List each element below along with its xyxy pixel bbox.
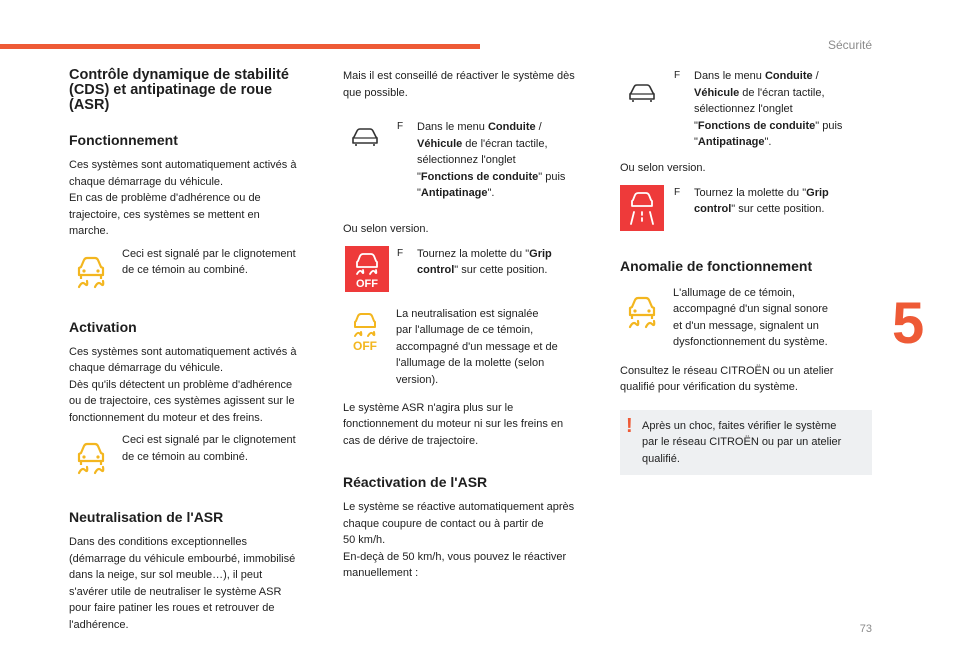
bullet-marker: F: [397, 121, 404, 132]
esp-off-button-icon: [345, 246, 389, 292]
esp-off-lamp-icon: [343, 306, 387, 356]
lamp-note-1-text: Ceci est signalé par le clignotement de ce témoin au combiné.: [122, 247, 296, 276]
step-menu-text: Dans le menu Conduite / Véhicule de l'écran tactile, sélectionnez l'onglet "Fonctions de conduite" puis "Antipatinage".: [417, 121, 566, 199]
column-1: [69, 64, 321, 633]
activation-text: Ces systèmes sont automatiquement activés à chaque démarrage du véhicule. Dès qu'ils détectent un problème d'adhérence ou de trajectoire, ces systèmes agissent sur le fonctionnement du moteur et des freins.: [69, 345, 297, 424]
bullet-marker: F: [674, 70, 681, 81]
warning-box: [620, 410, 872, 476]
step-menu-text: Dans le menu Conduite / Véhicule de l'écran tactile, sélectionnez l'onglet "Fonctions de conduite" puis "Antipatinage".: [694, 70, 843, 148]
bullet-marker: F: [397, 247, 404, 259]
reactivation-text: Le système se réactive automatiquement après chaque coupure de contact ou à partir de 50 km/h. En-deçà de 50 km/h, vous pouvez le réactiver manuellement :: [343, 501, 575, 579]
step-menu-conduite: [343, 119, 598, 203]
step-grip-text: Tournez la molette du "Grip control" sur cette position.: [417, 247, 552, 276]
off-label: OFF: [353, 338, 377, 353]
lamp-note-2: [69, 432, 321, 480]
column-2: [343, 64, 598, 582]
lamp-note-2-text: Ceci est signalé par le clignotement de ce témoin au combiné.: [122, 434, 296, 463]
anomalie-lamp-note: [620, 285, 875, 351]
fonctionnement-text: Ces systèmes sont automatiquement activés à chaque démarrage du véhicule. En cas de problème d'adhérence ou de trajectoire, ces systèmes se mettent en marche.: [69, 159, 297, 237]
esp-warning-lamp-icon: [69, 246, 113, 294]
step-grip-text: Tournez la molette du "Grip control" sur cette position.: [694, 186, 829, 215]
chapter-number: 5: [892, 291, 925, 356]
step-grip-control: [343, 246, 598, 298]
column-3: [620, 64, 875, 475]
esp-warning-lamp-icon: [69, 432, 113, 480]
or-version-text: Ou selon version.: [343, 223, 429, 235]
traction-button-icon: [620, 185, 664, 231]
off-label: OFF: [356, 277, 378, 289]
or-version-text: Ou selon version.: [620, 162, 706, 174]
reactivate-advice: Mais il est conseillé de réactiver le système dès que possible.: [343, 70, 575, 99]
heading-reactivation: Réactivation de l'ASR: [343, 474, 488, 490]
warning-text: Après un choc, faites vérifier le système par le réseau CITROËN ou par un atelier qualifié.: [642, 419, 842, 465]
page-number: 73: [859, 623, 872, 635]
heading-anomalie: Anomalie de fonctionnement: [620, 257, 813, 274]
step-grip-control: [620, 185, 875, 237]
header-accent-bar: [0, 44, 480, 49]
asr-disabled-text: Le système ASR n'agira plus sur le fonctionnement du moteur ni sur les freins en cas de dérive de trajectoire.: [343, 401, 564, 447]
neutralisation-text: Dans des conditions exceptionnelles (démarrage du véhicule embourbé, immobilisé dans la neige, sur sol meuble…), il peut s'avérer utile de neutraliser le système ASR pour faire patiner les roues et retrouver de l'adhérence.: [69, 536, 296, 631]
lamp-note-1: [69, 246, 321, 294]
bullet-marker: F: [674, 186, 681, 198]
exclamation-icon: !: [626, 414, 633, 437]
step-menu-conduite: [620, 68, 875, 152]
heading-fonctionnement: Fonctionnement: [69, 132, 178, 148]
heading-activation: Activation: [69, 318, 137, 335]
section-label: Sécurité: [827, 38, 872, 52]
consult-text: Consultez le réseau CITROËN ou un atelier qualifié pour vérification du système.: [620, 364, 834, 393]
car-menu-icon: [620, 68, 664, 118]
esp-warning-lamp-icon: [620, 285, 664, 335]
heading-neutralisation: Neutralisation de l'ASR: [69, 509, 224, 525]
neutral-note-text: La neutralisation est signalée par l'allumage de ce témoin, accompagné d'un message et de l'allumage de la molette (selon version).: [396, 307, 558, 386]
neutral-lamp-note: [343, 306, 598, 390]
page-title: Contrôle dynamique de stabilité (CDS) et antipatinage de roue (ASR): [69, 67, 289, 113]
anomalie-note-text: L'allumage de ce témoin, accompagné d'un signal sonore et d'un message, signalent un dysfonctionnement du système.: [673, 286, 828, 348]
car-menu-icon: [343, 119, 387, 155]
